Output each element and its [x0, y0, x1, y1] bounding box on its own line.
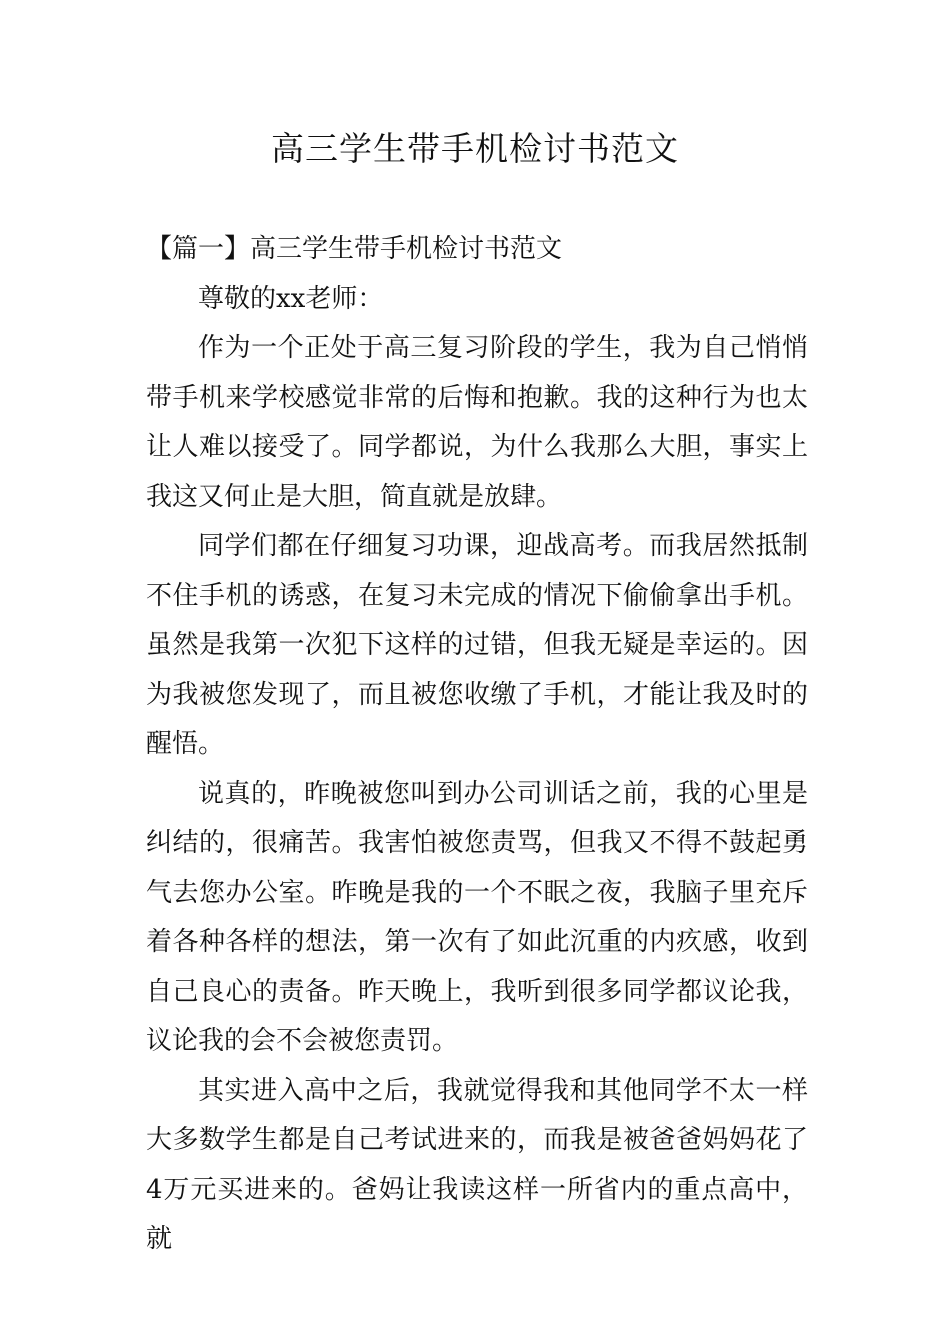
salutation: 尊敬的xx老师： — [198, 283, 384, 314]
document-body — [146, 225, 808, 1265]
paragraph-2: 同学们都在仔细复习功课，迎战高考。而我居然抵制不住手机的诱惑，在复习未完成的情况下偷偷拿出手机。虽然是我第一次犯下这样的过错，但我无疑是幸运的。因为我被您发现了，而且被您收缴了手机，才能让我及时的醒悟。 — [146, 531, 808, 759]
document-title: 高三学生带手机检讨书范文 — [271, 129, 679, 168]
paragraph-1: 作为一个正处于高三复习阶段的学生，我为自己悄悄带手机来学校感觉非常的后悔和抱歉。我的这种行为也太让人难以接受了。同学都说，为什么我那么大胆，事实上我这又何止是大胆，简直就是放肆。 — [146, 333, 808, 512]
section-heading: 【篇一】高三学生带手机检讨书范文 — [146, 234, 563, 264]
paragraph-4: 其实进入高中之后，我就觉得我和其他同学不太一样大多数学生都是自己考试进来的，而我是被爸爸妈妈花了4万元买进来的。爸妈让我读这样一所省内的重点高中，就 — [146, 1075, 808, 1254]
paragraph-3: 说真的，昨晚被您叫到办公司训话之前，我的心里是纠结的，很痛苦。我害怕被您责骂，但我又不得不鼓起勇气去您办公室。昨晚是我的一个不眠之夜，我脑子里充斥着各种各样的想法，第一次有了如此沉重的内疚感，收到自己良心的责备。昨天晚上，我听到很多同学都议论我，议论我的会不会被您责罚。 — [146, 778, 808, 1056]
